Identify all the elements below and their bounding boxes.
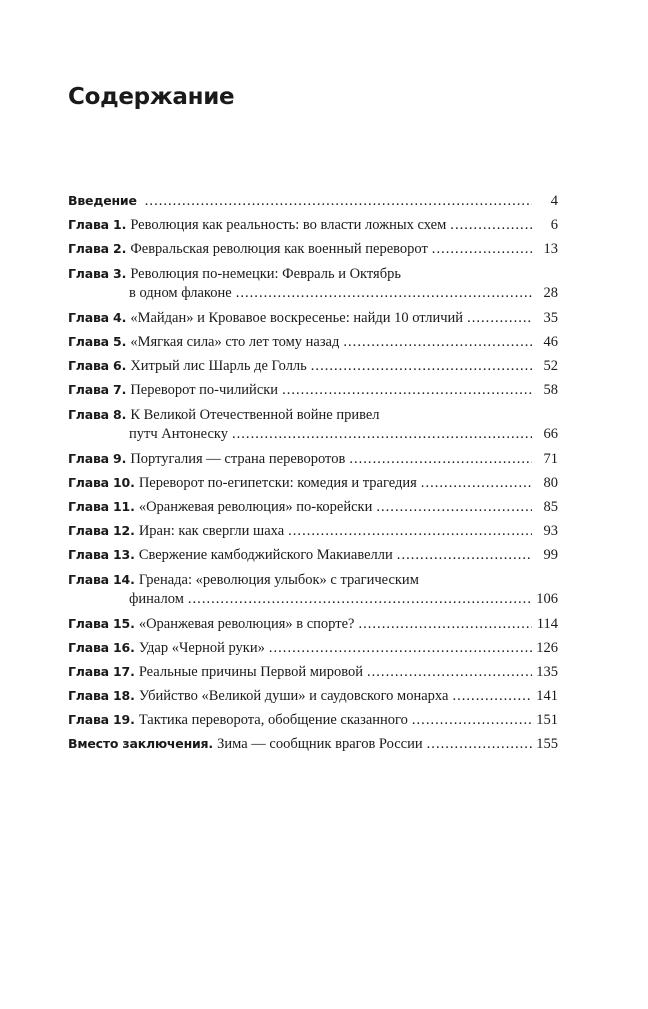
- toc-entry-line: [68, 333, 558, 351]
- toc-entry-page: 85: [543, 498, 558, 515]
- toc-entry-line: [68, 639, 558, 657]
- dot-leader: [343, 334, 532, 352]
- toc-entry-label: Глава 19: [68, 711, 131, 727]
- toc-entry-title: Свержение камбоджийского Макиавелли: [138, 547, 393, 564]
- toc-entry[interactable]: [68, 264, 558, 302]
- dot-leader: [269, 640, 532, 658]
- toc-entry[interactable]: [68, 192, 558, 210]
- dot-leader: [358, 616, 532, 634]
- toc-entry-title: Переворот по-чилийски: [130, 382, 279, 399]
- toc-entry-label: Глава 9: [68, 450, 122, 466]
- toc-entry-title: «Оранжевая революция» в спорте?: [138, 615, 355, 632]
- toc-entry-line: [68, 285, 558, 303]
- toc-entry-page: 114: [536, 615, 558, 632]
- toc-entry-title: Февральская революция как военный переворот: [130, 241, 428, 258]
- toc-entry-line: [68, 570, 558, 591]
- toc-entry-label: Вместо заключения: [68, 736, 209, 752]
- dot-leader: [467, 310, 532, 328]
- dot-leader: [236, 285, 532, 303]
- toc-entry-page: 13: [543, 241, 558, 258]
- toc-entry-label: Глава 14: [68, 572, 131, 588]
- toc-entry[interactable]: [68, 546, 558, 564]
- toc-entry-title: Хитрый лис Шарль де Голль: [130, 357, 307, 374]
- toc-entry-line: [68, 663, 558, 681]
- page-title: Содержание: [68, 84, 235, 110]
- dot-leader: [376, 499, 532, 517]
- toc-entry-page: 135: [536, 663, 558, 680]
- table-of-contents: [68, 192, 558, 759]
- toc-entry-label-separator: .: [121, 450, 127, 466]
- toc-entry[interactable]: [68, 735, 558, 753]
- toc-entry-line: [68, 687, 558, 705]
- toc-entry-label: Глава 15: [68, 615, 131, 631]
- toc-entry-line: [68, 426, 558, 444]
- toc-entry[interactable]: [68, 216, 558, 234]
- toc-entry-line: [68, 735, 558, 753]
- toc-entry-line: [68, 357, 558, 375]
- toc-entry-title-continued: путч Антонеску: [129, 425, 228, 442]
- toc-entry-label: Глава 2: [68, 241, 122, 257]
- toc-entry[interactable]: [68, 711, 558, 729]
- dot-leader: [232, 426, 532, 444]
- toc-entry-title: Иран: как свергли шаха: [138, 522, 285, 539]
- dot-leader: [412, 712, 532, 730]
- toc-entry-label-separator: .: [121, 382, 127, 398]
- dot-leader: [311, 358, 532, 376]
- toc-entry-label-separator: .: [208, 736, 214, 752]
- toc-entry-page: 4: [550, 193, 558, 209]
- dot-leader: [432, 241, 532, 259]
- toc-entry-label-separator: .: [121, 266, 127, 282]
- toc-entry-line: [68, 546, 558, 564]
- toc-entry-page: 66: [543, 425, 558, 442]
- toc-entry-line: [68, 450, 558, 468]
- toc-entry-label-separator: .: [121, 357, 127, 373]
- toc-entry-label-separator: .: [121, 309, 127, 325]
- toc-entry-page: 28: [543, 284, 558, 301]
- toc-entry[interactable]: [68, 357, 558, 375]
- toc-entry-label: Введение: [68, 193, 137, 208]
- toc-entry[interactable]: [68, 687, 558, 705]
- dot-leader: [145, 193, 532, 211]
- toc-entry[interactable]: [68, 309, 558, 327]
- toc-entry-line: [68, 216, 558, 234]
- toc-entry-title: Реальные причины Первой мировой: [138, 663, 363, 680]
- toc-entry-page: 106: [536, 590, 558, 607]
- toc-entry-line: [68, 309, 558, 327]
- toc-entry[interactable]: [68, 663, 558, 681]
- toc-entry-page: 52: [543, 357, 558, 374]
- toc-entry-label: Глава 12: [68, 522, 131, 538]
- toc-entry-line: [68, 591, 558, 609]
- toc-entry-label-separator: .: [130, 547, 135, 563]
- toc-entry[interactable]: [68, 615, 558, 633]
- toc-entry-label-separator: .: [130, 663, 135, 679]
- toc-entry-label: Глава 3: [68, 266, 122, 282]
- toc-entry-label: Глава 1: [68, 217, 122, 233]
- toc-entry-label: Глава 10: [68, 474, 131, 490]
- toc-entry-label-separator: .: [130, 474, 135, 490]
- toc-entry-line: [68, 522, 558, 540]
- toc-entry-label: Глава 18: [68, 687, 131, 703]
- toc-entry-label-separator: .: [130, 711, 135, 727]
- toc-entry-title: Убийство «Великой души» и саудовского монарха: [138, 687, 449, 704]
- toc-entry-label-separator: .: [121, 333, 127, 349]
- toc-entry-title: Революция по-немецки: Февраль и Октябрь: [130, 266, 401, 283]
- toc-entry-title: Революция как реальность: во власти ложных схем: [130, 217, 447, 234]
- toc-entry-page: 46: [543, 333, 558, 350]
- toc-entry-label: Глава 6: [68, 357, 122, 373]
- toc-entry-page: 58: [543, 382, 558, 399]
- toc-entry-label: Глава 16: [68, 639, 131, 655]
- toc-entry-line: [68, 192, 558, 210]
- dot-leader: [421, 475, 532, 493]
- toc-entry-page: 35: [543, 309, 558, 326]
- toc-entry-line: [68, 498, 558, 516]
- toc-entry-label-separator: .: [130, 687, 135, 703]
- toc-entry-title: Португалия — страна переворотов: [130, 450, 346, 467]
- toc-entry-line: [68, 381, 558, 399]
- toc-entry-line: [68, 405, 558, 426]
- dot-leader: [367, 664, 532, 682]
- toc-entry[interactable]: [68, 405, 558, 443]
- toc-entry[interactable]: [68, 333, 558, 351]
- toc-entry-label-separator: .: [121, 407, 127, 423]
- toc-entry-line: [68, 240, 558, 258]
- toc-entry-label: Глава 17: [68, 663, 131, 679]
- toc-entry-label-separator: .: [121, 217, 127, 233]
- toc-entry-label-separator: .: [130, 572, 135, 588]
- toc-entry-label: Глава 5: [68, 333, 122, 349]
- toc-entry-label-separator: .: [130, 522, 135, 538]
- toc-entry[interactable]: [68, 450, 558, 468]
- toc-entry[interactable]: [68, 240, 558, 258]
- toc-entry-label: Глава 8: [68, 407, 122, 423]
- dot-leader: [427, 736, 532, 754]
- toc-entry-title-continued: в одном флаконе: [129, 284, 232, 301]
- toc-entry-title: К Великой Отечественной войне привел: [130, 407, 380, 424]
- toc-entry-title: Тактика переворота, обобщение сказанного: [138, 711, 408, 728]
- toc-entry-page: 71: [543, 450, 558, 467]
- dot-leader: [288, 523, 532, 541]
- toc-entry-label-separator: .: [130, 639, 135, 655]
- dot-leader: [282, 382, 532, 400]
- toc-entry-title: Удар «Черной руки»: [138, 639, 265, 656]
- toc-entry-label-separator: .: [130, 615, 135, 631]
- toc-entry-label-separator: .: [121, 241, 127, 257]
- toc-entry-label: Глава 11: [68, 498, 131, 514]
- toc-entry-title: «Мягкая сила» сто лет тому назад: [130, 333, 340, 350]
- toc-entry-line: [68, 615, 558, 633]
- toc-entry-label: Глава 13: [68, 547, 131, 563]
- toc-entry-label: Глава 7: [68, 382, 122, 398]
- toc-entry-page: 99: [543, 547, 558, 564]
- toc-entry-page: 93: [543, 522, 558, 539]
- dot-leader: [450, 217, 532, 235]
- toc-entry-label: Глава 4: [68, 309, 122, 325]
- toc-entry-title: «Оранжевая революция» по-корейски: [138, 498, 373, 515]
- toc-entry-title: «Майдан» и Кровавое воскресенье: найди 10 отличий: [130, 309, 464, 326]
- toc-entry-page: 141: [536, 687, 558, 704]
- toc-entry-line: [68, 474, 558, 492]
- toc-entry-page: 80: [543, 474, 558, 491]
- toc-entry-page: 155: [536, 736, 558, 753]
- toc-entry-title-continued: финалом: [129, 590, 184, 607]
- dot-leader: [349, 451, 532, 469]
- toc-entry-line: [68, 711, 558, 729]
- toc-entry[interactable]: [68, 474, 558, 492]
- toc-entry[interactable]: [68, 570, 558, 608]
- toc-entry-page: 151: [536, 711, 558, 728]
- toc-entry[interactable]: [68, 639, 558, 657]
- dot-leader: [452, 688, 532, 706]
- toc-entry-page: 6: [550, 217, 558, 234]
- dot-leader: [188, 591, 532, 609]
- toc-entry-line: [68, 264, 558, 285]
- toc-entry-label-separator: .: [130, 498, 135, 514]
- toc-entry-title: Переворот по-египетски: комедия и трагедия: [138, 474, 417, 491]
- toc-entry[interactable]: [68, 381, 558, 399]
- toc-entry[interactable]: [68, 522, 558, 540]
- toc-entry-title: Гренада: «революция улыбок» с трагическим: [138, 572, 419, 589]
- toc-entry-page: 126: [536, 639, 558, 656]
- toc-entry[interactable]: [68, 498, 558, 516]
- toc-entry-title: Зима — сообщник врагов России: [217, 736, 423, 753]
- dot-leader: [397, 547, 532, 565]
